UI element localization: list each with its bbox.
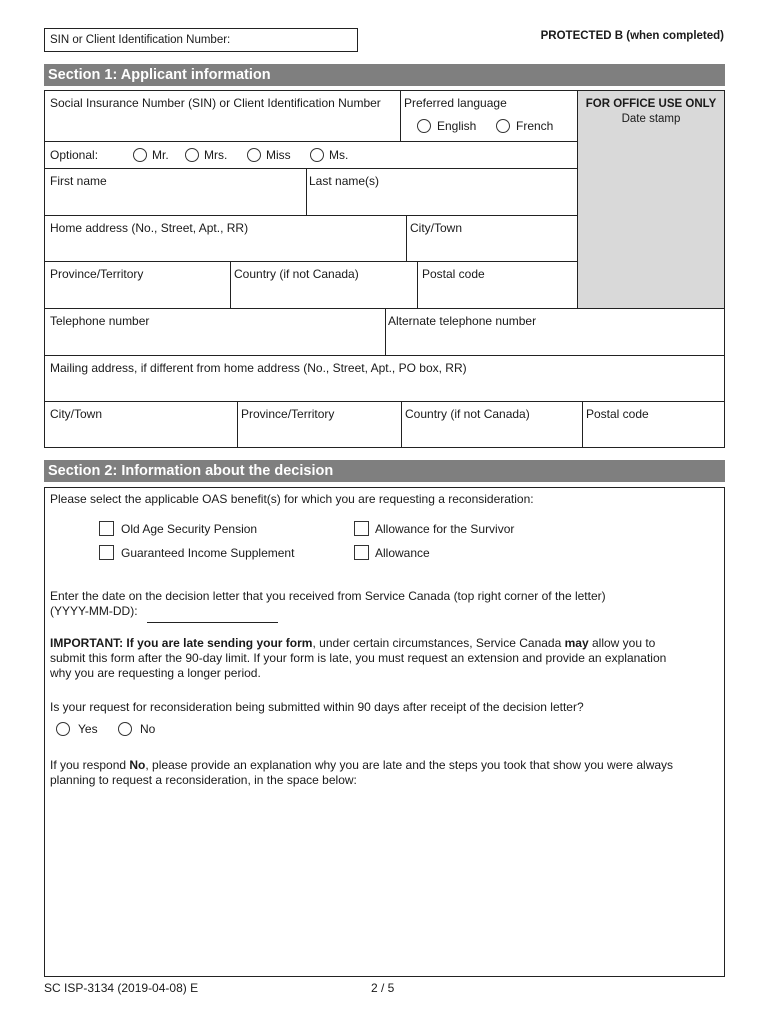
home-address-label: Home address (No., Street, Apt., RR) bbox=[50, 221, 249, 235]
important-may-text: may bbox=[564, 636, 589, 650]
within-90-question: Is your request for reconsideration being submitted within 90 days after receipt of the decision letter? bbox=[50, 700, 584, 714]
home-address-field[interactable] bbox=[44, 215, 407, 262]
miss-radio[interactable] bbox=[247, 148, 261, 162]
alt-telephone-label: Alternate telephone number bbox=[388, 314, 537, 328]
important-line2: submit this form after the 90-day limit. If your form is late, you must request an extension and provide an explanation bbox=[50, 651, 667, 665]
office-use-title: FOR OFFICE USE ONLY bbox=[585, 98, 717, 110]
decision-date-prompt bbox=[50, 589, 606, 619]
first-name-field[interactable] bbox=[44, 168, 307, 216]
mail-city-label: City/Town bbox=[50, 407, 103, 421]
province-field[interactable] bbox=[44, 261, 231, 309]
important-text-part3: allow you to bbox=[588, 636, 656, 650]
mailing-address-field[interactable] bbox=[44, 355, 725, 402]
title-options-row bbox=[44, 141, 578, 169]
last-name-field[interactable] bbox=[306, 168, 578, 216]
protected-b-label: PROTECTED B (when completed) bbox=[540, 30, 724, 42]
sin-header-field[interactable] bbox=[44, 28, 358, 52]
telephone-label: Telephone number bbox=[50, 314, 150, 328]
important-line3: why you are requesting a longer period. bbox=[50, 666, 261, 680]
last-name-label: Last name(s) bbox=[309, 174, 380, 188]
city-town-label: City/Town bbox=[410, 221, 463, 235]
explanation-textarea[interactable] bbox=[46, 792, 723, 975]
date-prompt-line1: Enter the date on the decision letter that you received from Service Canada (top right corner of the letter) bbox=[50, 589, 606, 603]
form-code: SC ISP-3134 (2019-04-08) E bbox=[44, 981, 199, 995]
important-notice bbox=[50, 636, 720, 681]
postal-code-label: Postal code bbox=[422, 267, 485, 281]
first-name-label: First name bbox=[50, 174, 107, 188]
benefit-select-prompt: Please select the applicable OAS benefit(s) for which you are requesting a reconsideration: bbox=[50, 492, 534, 506]
preferred-language-label: Preferred language bbox=[404, 96, 507, 110]
french-radio[interactable] bbox=[496, 119, 510, 133]
important-text-part2: , under certain circumstances, Service Canada bbox=[312, 636, 565, 650]
allowance-label: Allowance bbox=[375, 546, 430, 560]
mail-country-label: Country (if not Canada) bbox=[405, 407, 530, 421]
decision-date-input[interactable] bbox=[147, 610, 278, 623]
ms-label: Ms. bbox=[329, 148, 349, 162]
alt-telephone-field[interactable] bbox=[385, 308, 725, 356]
important-bold-text: IMPORTANT: If you are late sending your form bbox=[50, 636, 313, 650]
oas-pension-label: Old Age Security Pension bbox=[121, 522, 258, 536]
country-field[interactable] bbox=[230, 261, 418, 309]
city-town-field[interactable] bbox=[406, 215, 578, 262]
gis-label: Guaranteed Income Supplement bbox=[121, 546, 295, 560]
oas-pension-checkbox[interactable] bbox=[99, 521, 114, 536]
mrs-label: Mrs. bbox=[204, 148, 228, 162]
telephone-field[interactable] bbox=[44, 308, 386, 356]
english-label: English bbox=[437, 119, 477, 133]
country-label: Country (if not Canada) bbox=[234, 267, 359, 281]
survivor-allowance-label: Allowance for the Survivor bbox=[375, 522, 515, 536]
office-use-box bbox=[577, 90, 725, 309]
mail-city-field[interactable] bbox=[44, 401, 238, 448]
ms-radio[interactable] bbox=[310, 148, 324, 162]
mail-province-field[interactable] bbox=[237, 401, 402, 448]
postal-code-field[interactable] bbox=[417, 261, 578, 309]
sin-field[interactable] bbox=[44, 90, 401, 142]
explain-text-part1: If you respond bbox=[50, 758, 130, 772]
sin-header-label: SIN or Client Identification Number: bbox=[50, 34, 231, 46]
sin-field-label: Social Insurance Number (SIN) or Client Identification Number bbox=[50, 96, 381, 110]
english-radio[interactable] bbox=[417, 119, 431, 133]
explain-text-part2: , please provide an explanation why you are late and the steps you took that show you were always bbox=[145, 758, 674, 772]
miss-label: Miss bbox=[266, 148, 291, 162]
mr-radio[interactable] bbox=[133, 148, 147, 162]
mail-postal-label: Postal code bbox=[586, 407, 649, 421]
province-label: Province/Territory bbox=[50, 267, 144, 281]
date-prompt-line2: (YYYY-MM-DD): bbox=[50, 604, 138, 618]
preferred-language-cell bbox=[400, 90, 578, 142]
mail-country-field[interactable] bbox=[401, 401, 583, 448]
allowance-checkbox[interactable] bbox=[354, 545, 369, 560]
mail-province-label: Province/Territory bbox=[241, 407, 335, 421]
mr-label: Mr. bbox=[152, 148, 169, 162]
date-stamp-label: Date stamp bbox=[621, 113, 681, 125]
french-label: French bbox=[516, 119, 554, 133]
mrs-radio[interactable] bbox=[185, 148, 199, 162]
mailing-address-label: Mailing address, if different from home address (No., Street, Apt., PO box, RR) bbox=[50, 361, 467, 375]
mail-postal-field[interactable] bbox=[582, 401, 725, 448]
explain-line2: planning to request a reconsideration, in the space below: bbox=[50, 773, 357, 787]
section1-header: Section 1: Applicant information bbox=[44, 64, 725, 86]
no-label: No bbox=[140, 722, 156, 736]
yes-radio[interactable] bbox=[56, 722, 70, 736]
gis-checkbox[interactable] bbox=[99, 545, 114, 560]
optional-label: Optional: bbox=[50, 148, 99, 162]
no-radio[interactable] bbox=[118, 722, 132, 736]
explanation-prompt bbox=[50, 758, 720, 788]
explain-no-bold: No bbox=[129, 758, 146, 772]
survivor-allowance-checkbox[interactable] bbox=[354, 521, 369, 536]
yes-label: Yes bbox=[78, 722, 98, 736]
page-number: 2 / 5 bbox=[371, 981, 395, 995]
section2-header: Section 2: Information about the decision bbox=[44, 460, 725, 482]
